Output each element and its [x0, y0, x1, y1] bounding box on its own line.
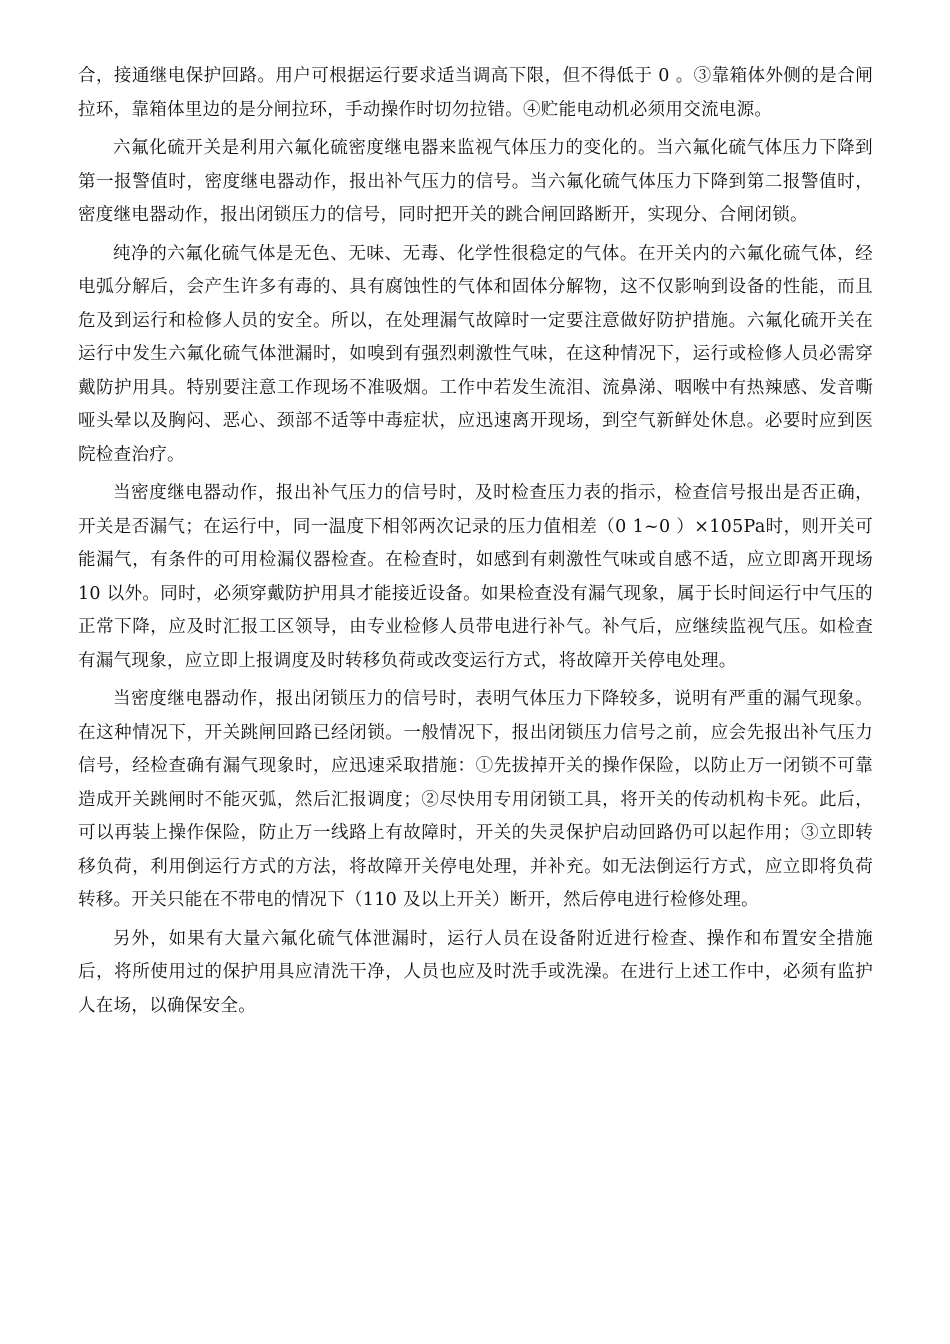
- paragraph-5: 当密度继电器动作，报出闭锁压力的信号时，表明气体压力下降较多，说明有严重的漏气现象。在这种情况下，开关跳闸回路已经闭锁。一般情况下，报出闭锁压力信号之前，应会先报出补气压力信号，经检查确有漏气现象时，应迅速采取措施：①先拔掉开关的操作保险，以防止万一闭锁不可靠造成开关跳闸时不能灭弧，然后汇报调度；②尽快用专用闭锁工具，将开关的传动机构卡死。此后，可以再装上操作保险，防止万一线路上有故障时，开关的失灵保护启动回路仍可以起作用；③立即转移负荷，利用倒运行方式的方法，将故障开关停电处理，并补充。如无法倒运行方式，应立即将负荷转移。开关只能在不带电的情况下（110 及以上开关）断开，然后停电进行检修处理。: [78, 689, 873, 910]
- paragraph-4: 当密度继电器动作，报出补气压力的信号时，及时检查压力表的指示，检查信号报出是否正确，开关是否漏气；在运行中，同一温度下相邻两次记录的压力值相差（0 1~0 ）×105Pa时，则开关可能漏气，有条件的可用检漏仪器检查。在检查时，如感到有刺激性气味或自感不适，应立即离开现场 10 以外。同时，必须穿戴防护用具才能接近设备。如果检查没有漏气现象，属于长时间运行中气压的正常下降，应及时汇报工区领导，由专业检修人员带电进行补气。补气后，应继续监视气压。如检查有漏气现象，应立即上报调度及时转移负荷或改变运行方式，将故障开关停电处理。: [78, 483, 873, 671]
- paragraph-1: 合，接通继电保护回路。用户可根据运行要求适当调高下限，但不得低于 0 。③靠箱体外侧的是合闸拉环，靠箱体里边的是分闸拉环，手动操作时切勿拉错。④贮能电动机必须用交流电源。: [78, 66, 873, 120]
- paragraph-2: 六氟化硫开关是利用六氟化硫密度继电器来监视气体压力的变化的。当六氟化硫气体压力下降到第一报警值时，密度继电器动作，报出补气压力的信号。当六氟化硫气体压力下降到第二报警值时，密度继电器动作，报出闭锁压力的信号，同时把开关的跳合闸回路断开，实现分、合闸闭锁。: [78, 138, 873, 225]
- paragraph-6: 另外，如果有大量六氟化硫气体泄漏时，运行人员在设备附近进行检查、操作和布置安全措施后，将所使用过的保护用具应清洗干净，人员也应及时洗手或洗澡。在进行上述工作中，必须有监护人在场，以确保安全。: [78, 928, 873, 1016]
- paragraph-3: 纯净的六氟化硫气体是无色、无味、无毒、化学性很稳定的气体。在开关内的六氟化硫气体，经电弧分解后，会产生许多有毒的、具有腐蚀性的气体和固体分解物，这不仅影响到设备的性能，而且危及到运行和检修人员的安全。所以，在处理漏气故障时一定要注意做好防护措施。六氟化硫开关在运行中发生六氟化硫气体泄漏时，如嗅到有强烈刺激性气味，在这种情况下，运行或检修人员必需穿戴防护用具。特别要注意工作现场不准吸烟。工作中若发生流泪、流鼻涕、咽喉中有热辣感、发音嘶哑头晕以及胸闷、恶心、颈部不适等中毒症状，应迅速离开现场，到空气新鲜处休息。必要时应到医院检查治疗。: [78, 243, 873, 465]
- document-body: [78, 60, 873, 1028]
